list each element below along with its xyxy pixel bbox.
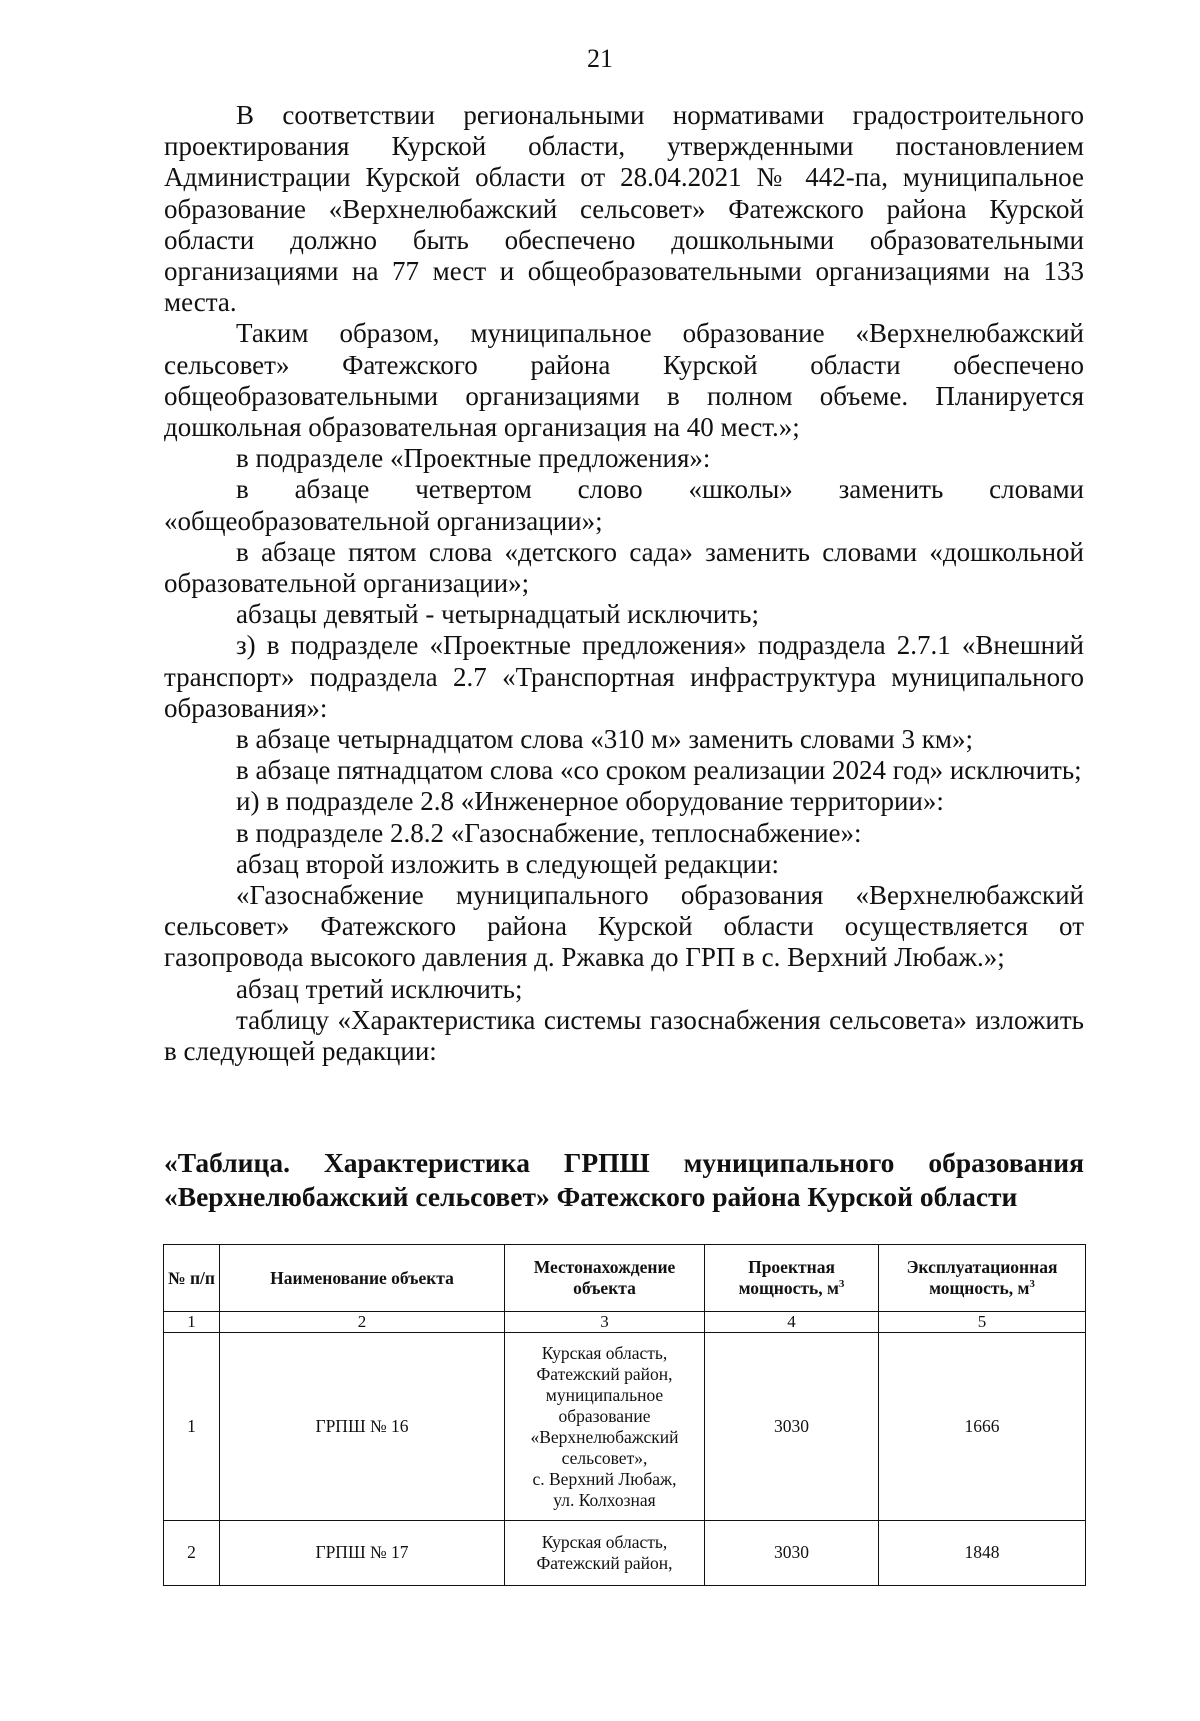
paragraph: в абзаце четырнадцатом слова «310 м» заменить словами 3 км»; xyxy=(236,724,973,755)
paragraph: в абзаце пятом слова «детского сада» заменить словами «дошкольной образовательной организации»; xyxy=(164,536,1084,599)
column-number: 2 xyxy=(220,1312,505,1333)
header-design-capacity-label: Проектная мощность, м xyxy=(738,1257,839,1299)
header-name: Наименование объекта xyxy=(220,1245,505,1312)
header-design-capacity xyxy=(705,1245,879,1312)
paragraph: таблицу «Характеристика системы газоснабжения сельсовета» изложить в следующей редакции: xyxy=(164,1004,1084,1067)
column-number: 5 xyxy=(879,1312,1086,1333)
cell-design-capacity: 3030 xyxy=(705,1333,879,1521)
body-text xyxy=(164,100,1084,1067)
header-operating-capacity-label: Эксплуатационная мощность, м xyxy=(906,1257,1058,1299)
paragraph: и) в подразделе 2.8 «Инженерное оборудование территории»: xyxy=(236,786,944,817)
address-line: Фатежский район, xyxy=(536,1552,673,1573)
paragraph: в подразделе «Проектные предложения»: xyxy=(236,443,711,474)
address-line: муниципальное xyxy=(545,1384,664,1405)
table-row xyxy=(164,1520,1086,1585)
paragraph: «Газоснабжение муниципального образования «Верхнелюбажский сельсовет» Фатежского района Курской области осуществляется от газопровода высокого давления д. Ржавка до ГРП в с. Верхний Любаж.»; xyxy=(164,880,1084,973)
cell-location xyxy=(505,1333,705,1521)
paragraph: абзацы девятый - четырнадцатый исключить; xyxy=(236,599,759,630)
cell-operating-capacity: 1848 xyxy=(879,1520,1086,1585)
address-line: с. Верхний Любаж, xyxy=(532,1468,677,1489)
paragraph: з) в подразделе «Проектные предложения» подраздела 2.7.1 «Внешний транспорт» подраздела 2.7 «Транспортная инфраструктура муниципального образования»: xyxy=(164,630,1084,723)
column-number-row xyxy=(164,1312,1086,1333)
cell-design-capacity: 3030 xyxy=(705,1520,879,1585)
address-line: ул. Колхозная xyxy=(553,1489,656,1510)
address-line: Курская область, xyxy=(541,1342,668,1363)
address-line: образование xyxy=(558,1405,651,1426)
address-line: Курская область, xyxy=(541,1531,668,1552)
header-location: Местонахождение объекта xyxy=(505,1245,705,1312)
paragraph: В соответствии региональными нормативами градостроительного проектирования Курской области, утвержденными постановлением Администрации Курской области от 28.04.2021 № 442-па, муниципальное образование «Верхнелюбажский сельсовет» Фатежского района Курской области должно быть обеспечено дошкольными образовательными организациями на 77 мест и общеобразовательными организациями на 133 места. xyxy=(164,100,1084,318)
column-number: 4 xyxy=(705,1312,879,1333)
paragraph: в абзаце четвертом слово «школы» заменить словами «общеобразовательной организации»; xyxy=(164,474,1084,536)
address-line: Фатежский район, xyxy=(536,1363,673,1384)
column-number: 1 xyxy=(164,1312,220,1333)
header-num: № п/п xyxy=(164,1245,220,1312)
address-line: сельсовет», xyxy=(561,1447,648,1468)
unit-superscript: 3 xyxy=(1029,1278,1035,1291)
unit-superscript: 3 xyxy=(838,1278,845,1291)
header-operating-capacity xyxy=(879,1245,1086,1312)
paragraph: Таким образом, муниципальное образование «Верхнелюбажский сельсовет» Фатежского района Курской области обеспечено общеобразовательными организациями в полном объеме. Планируется дошкольная образовательная организация на 40 мест.»; xyxy=(164,318,1084,443)
cell-name: ГРПШ № 17 xyxy=(220,1520,505,1585)
address-line: «Верхнелюбажский xyxy=(530,1426,679,1447)
table-row xyxy=(164,1333,1086,1521)
paragraph: абзац третий исключить; xyxy=(236,973,523,1004)
paragraph: в абзаце пятнадцатом слова «со сроком реализации 2024 год» исключить; xyxy=(236,755,1082,786)
paragraph: абзац второй изложить в следующей редакции: xyxy=(236,848,779,879)
cell-num: 1 xyxy=(164,1333,220,1521)
grpsh-table xyxy=(163,1244,1086,1586)
cell-location xyxy=(505,1520,705,1585)
table-title: «Таблица. Характеристика ГРПШ муниципального образования «Верхнелюбажский сельсовет» Фатежского района Курской области xyxy=(164,1147,1084,1212)
cell-name: ГРПШ № 16 xyxy=(220,1333,505,1521)
page-number: 21 xyxy=(587,44,613,73)
column-number: 3 xyxy=(505,1312,705,1333)
cell-operating-capacity: 1666 xyxy=(879,1333,1086,1521)
table-header-row xyxy=(164,1245,1086,1312)
paragraph: в подразделе 2.8.2 «Газоснабжение, теплоснабжение»: xyxy=(236,817,862,848)
cell-num: 2 xyxy=(164,1520,220,1585)
